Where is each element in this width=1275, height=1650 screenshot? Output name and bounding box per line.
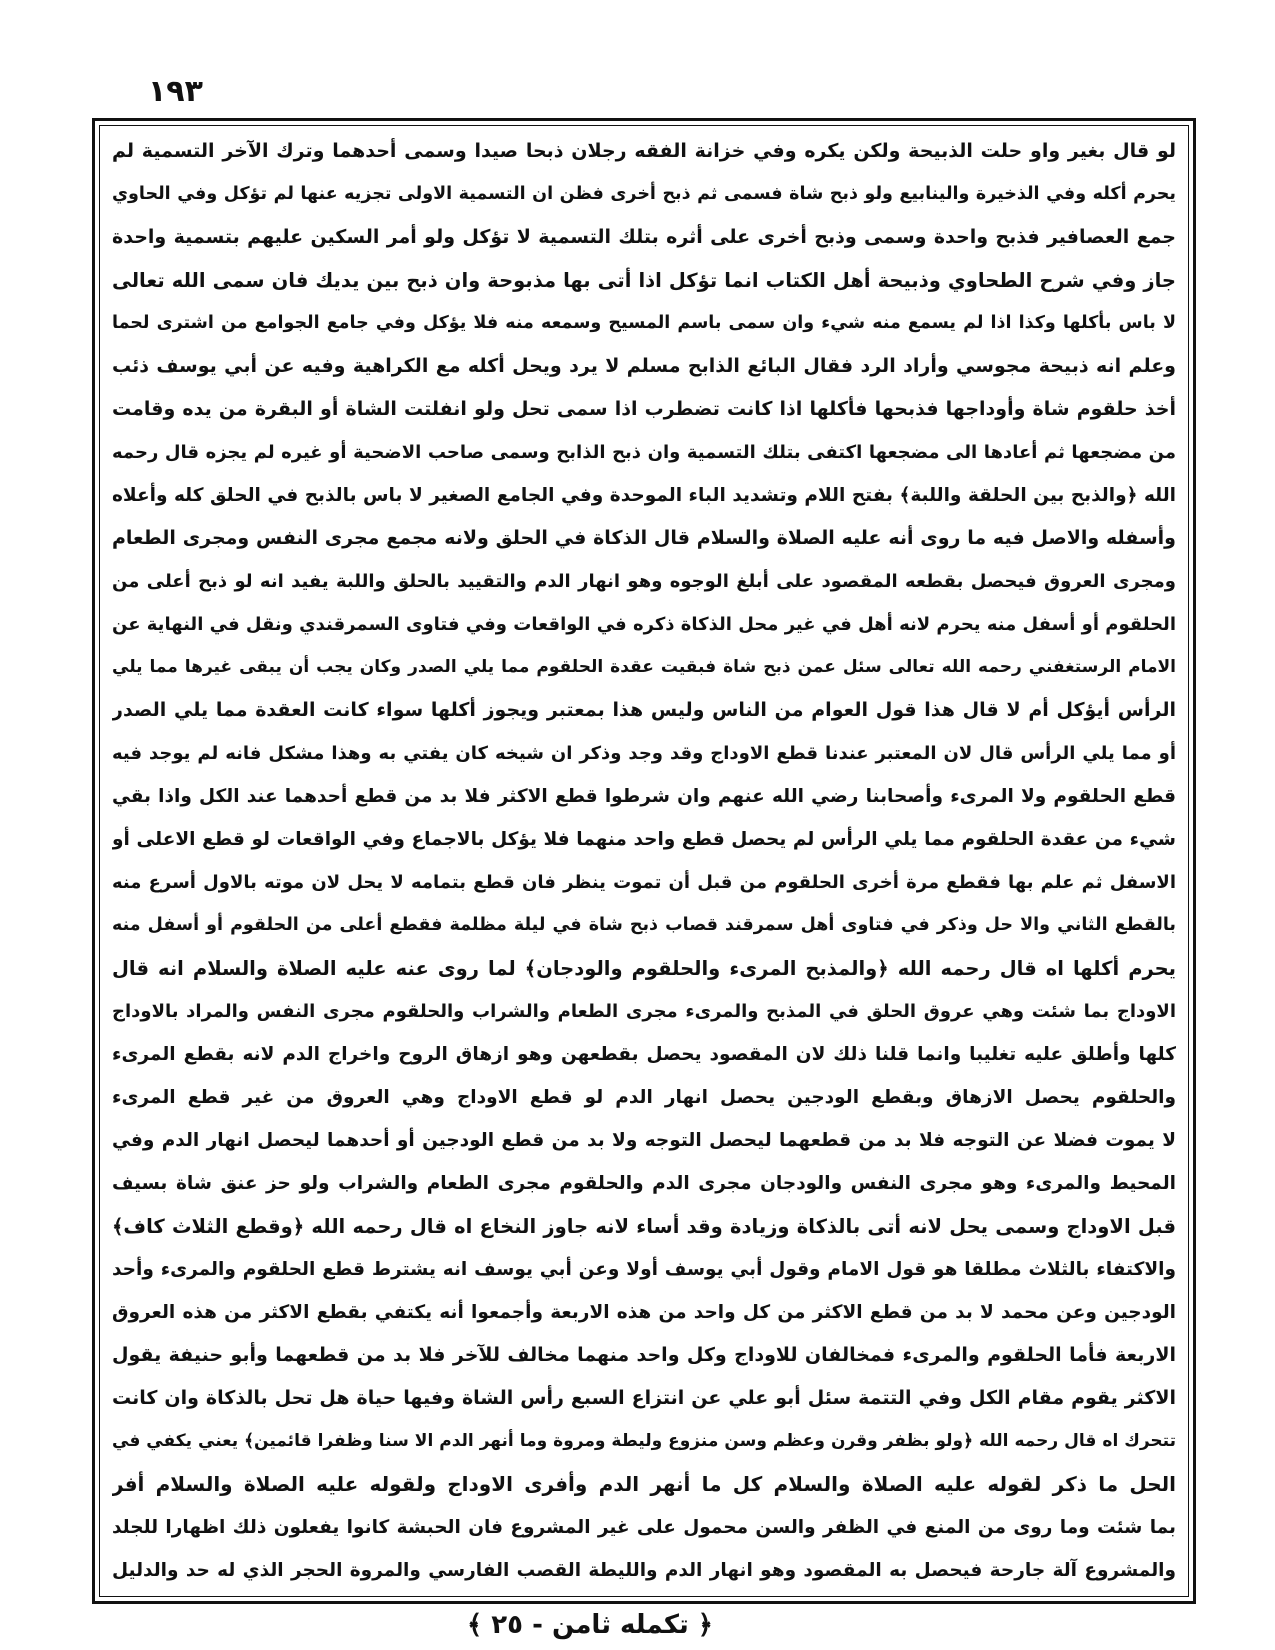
text-line: قطع الحلقوم ولا المرىء وأصحابنا رضي الله عنهم وان شرطوا قطع الاكثر فلا بد من قطع أحدهما عند الكل واذا بقي — [112, 786, 1176, 807]
text-line: جمع العصافير فذبح واحدة وسمى وذبح أخرى على أثره بتلك التسمية لا تؤكل ولو أمر السكين عليهم بتسمية واحدة — [112, 226, 1176, 248]
text-line: يحرم أكله وفي الذخيرة والينابيع ولو ذبح شاة فسمى ثم ذبح أخرى فظن ان التسمية الاولى تجزيه عنها لم تؤكل وفي الحاوي — [112, 184, 1176, 204]
text-line: كلها وأطلق عليه تغليبا وانما قلنا ذلك لان المقصود يحصل بقطعهن وهو ازهاق الروح واخراج الدم لانه بقطع المرىء — [112, 1044, 1176, 1065]
text-line: والاكتفاء بالثلاث مطلقا هو قول الامام وقول أبي يوسف أولا وعن أبي يوسف انه يشترط قطع الحلقوم والمرىء وأحد — [112, 1259, 1176, 1280]
text-line: بالقطع الثاني والا حل وذكر في فتاوى أهل سمرقند قصاب ذبح شاة في ليلة مظلمة فقطع أعلى من الحلقوم أو أسفل منه — [112, 915, 1176, 935]
page-number: ١٩٣ — [148, 74, 203, 109]
text-line: يحرم أكلها اه قال رحمه الله ﴿والمذبح المرىء والحلقوم والودجان﴾ لما روى عنه عليه الصلاة والسلام انه قال — [112, 957, 1176, 980]
text-line: جاز وفي شرح الطحاوي وذبيحة أهل الكتاب انما تؤكل اذا أتى بها مذبوحة وان ذبح بين يديك فان سمى الله تعالى — [112, 269, 1176, 292]
text-line: الودجين وعن محمد لا بد من قطع الاكثر من كل واحد من هذه الاربعة وأجمعوا أنه يكتفي بقطع الاكثر من هذه العروق — [112, 1302, 1176, 1323]
text-line: قبل الاوداج وسمى يحل لانه أتى بالذكاة وزيادة وقد أساء لانه جاوز النخاع اه قال رحمه الله ﴿وقطع الثلاث كاف﴾ — [112, 1215, 1176, 1238]
text-line: ومجرى العروق فيحصل بقطعه المقصود على أبلغ الوجوه وهو انهار الدم والتقييد بالحلق واللبة يفيد انه لو ذبح أعلى من — [112, 571, 1176, 592]
body-text — [112, 130, 1176, 1592]
text-line: بما شئت وما روى من المنع في الظفر والسن محمول على غير المشروع فان الحبشة كانوا يفعلون ذلك اظهارا للجلد — [112, 1517, 1176, 1538]
text-line: لا يموت فضلا عن التوجه فلا بد من قطعهما ليحصل التوجه ولا بد من قطع الودجين أو أحدهما ليحصل انهار الدم وفي — [112, 1130, 1176, 1151]
text-line: الله ﴿والذبح بين الحلقة واللبة﴾ بفتح اللام وتشديد الباء الموحدة وفي الجامع الصغير لا باس بالذبح في الحلق كله وأعلاه — [112, 485, 1176, 506]
text-line: الحل ما ذكر لقوله عليه الصلاة والسلام كل ما أنهر الدم وأفرى الاوداج ولقوله عليه الصلاة والسلام أفر — [112, 1472, 1176, 1496]
page-frame-inner — [99, 125, 1189, 1597]
text-line: وأسفله والاصل فيه ما روى أنه عليه الصلاة والسلام قال الذكاة في الحلق ولانه مجمع مجرى النفس ومجرى الطعام — [112, 527, 1176, 549]
text-line: تتحرك اه قال رحمه الله ﴿ولو بظفر وقرن وعظم وسن منزوع وليطة ومروة وما أنهر الدم الا سنا وظفرا قائمين﴾ يعني يكفي في — [112, 1431, 1176, 1451]
text-line: لا باس بأكلها وكذا اذا لم يسمع منه شيء وان سمى باسم المسيح وسمعه منه فلا يؤكل وفي جامع الجوامع من اشترى لحما — [112, 313, 1176, 333]
text-line: الرأس أيؤكل أم لا قال هذا قول العوام من الناس وليس هذا بمعتبر ويجوز أكلها سواء كانت العقدة مما يلي الصدر — [112, 699, 1176, 721]
text-line: والمشروع آلة جارحة فيحصل به المقصود وهو انهار الدم والليطة القصب الفارسي والمروة الحجر الذي له حد والدليل — [112, 1560, 1176, 1581]
text-line: الامام الرستغفني رحمه الله تعالى سئل عمن ذبح شاة فبقيت عقدة الحلقوم مما يلي الصدر وكان يجب أن يبقى غيرها مما يلي — [112, 657, 1176, 677]
text-line: الحلقوم أو أسفل منه يحرم لانه أهل في غير محل الذكاة ذكره في الواقعات وفي فتاوى السمرقندي ونقل في النهاية عن — [112, 614, 1176, 635]
text-line: أخذ حلقوم شاة وأوداجها فذبحها فأكلها اذا كانت تضطرب اذا سمى تحل ولو انفلتت الشاة أو البقرة من يده وقامت — [112, 398, 1176, 420]
text-line: الاربعة فأما الحلقوم والمرىء فمخالفان للاوداج وكل واحد منهما مخالف للآخر فلا بد من قطعهما وأبو حنيفة يقول — [112, 1344, 1176, 1366]
text-line: أو مما يلي الرأس قال لان المعتبر عندنا قطع الاوداج وقد وجد وذكر ان شيخه كان يفتي به وهذا مشكل فانه لم يوجد فيه — [112, 743, 1176, 764]
text-line: لو قال بغير واو حلت الذبيحة ولكن يكره وفي خزانة الفقه رجلان ذبحا صيدا وسمى أحدهما وترك الآخر التسمية لم — [112, 140, 1176, 162]
text-line: المحيط والمرىء وهو مجرى النفس والودجان مجرى الدم والحلقوم مجرى الطعام والشراب ولو حز عنق شاة بسيف — [112, 1173, 1176, 1194]
text-line: الاوداج بما شئت وهي عروق الحلق في المذبح والمرىء مجرى الطعام والشراب والحلقوم مجرى النفس والمراد بالاوداج — [112, 1001, 1176, 1022]
page-footer: ﴿ تكمله ثامن - ٢٥ ﴾ — [467, 1610, 713, 1640]
text-line: الاسفل ثم علم بها فقطع مرة أخرى الحلقوم من قبل أن تموت ينظر فان قطع بتمامه لا يحل لان موته بالاول أسرع منه — [112, 872, 1176, 893]
text-line: والحلقوم يحصل الازهاق وبقطع الودجين يحصل انهار الدم لو قطع الاوداج وهي العروق من غير قطع المرىء — [112, 1087, 1176, 1108]
text-line: الاكثر يقوم مقام الكل وفي التتمة سئل أبو علي عن انتزاع السبع رأس الشاة وفيها حياة هل تحل بالذكاة وان كانت — [112, 1387, 1176, 1409]
text-line: وعلم انه ذبيحة مجوسي وأراد الرد فقال البائع الذابح مسلم لا يرد ويحل أكله مع الكراهية وفيه عن أبي يوسف ذئب — [112, 355, 1176, 377]
page-frame — [92, 118, 1196, 1604]
text-line: من مضجعها ثم أعادها الى مضجعها اكتفى بتلك التسمية وان ذبح الذابح وسمى صاحب الاضحية أو غيره لم يجزه قال رحمه — [112, 442, 1176, 463]
text-line: شيء من عقدة الحلقوم مما يلي الرأس لم يحصل قطع واحد منهما فلا يؤكل بالاجماع وفي الواقعات لو قطع الاعلى أو — [112, 829, 1176, 850]
